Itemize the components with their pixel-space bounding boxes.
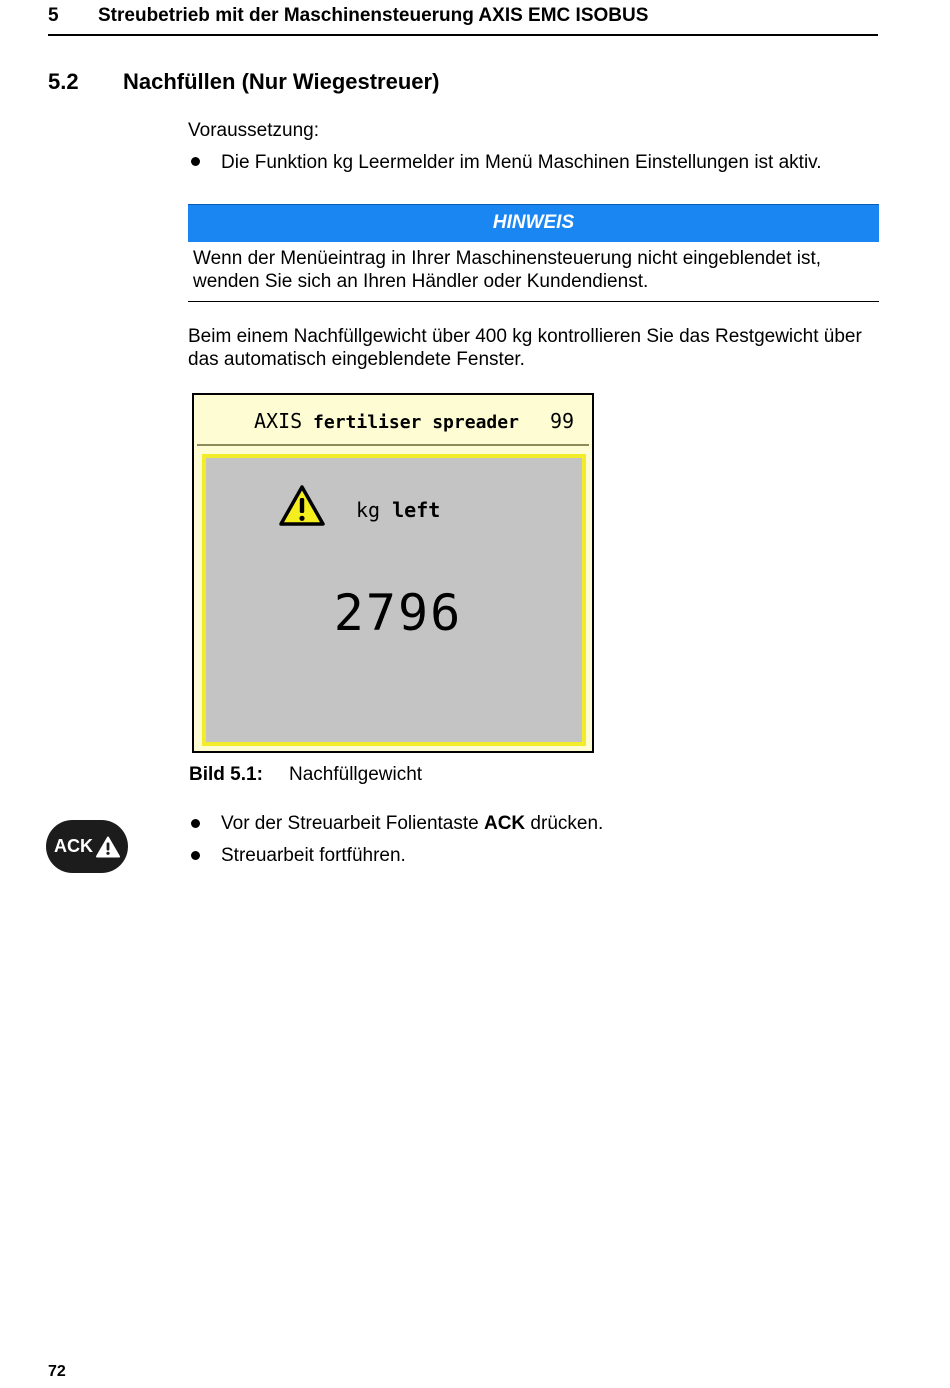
step-1-suffix: drücken.	[525, 813, 604, 834]
screen-brand: AXIS	[254, 409, 303, 433]
page-number: 72	[48, 1363, 66, 1380]
screen-model: fertiliser spreader	[313, 412, 519, 433]
kg-left-label	[356, 498, 440, 522]
header-rule	[48, 34, 878, 36]
prerequisite-label: Voraussetzung:	[188, 120, 319, 141]
screen-number: 99	[550, 409, 575, 433]
body-line-2: das automatisch eingeblendete Fenster.	[188, 349, 525, 370]
prerequisite-item: Die Funktion kg Leermelder im Menü Maschinen Einstellungen ist aktiv.	[221, 152, 822, 173]
screen-header-rule	[197, 444, 589, 446]
note-line-1: Wenn der Menüeintrag in Ihrer Maschinensteuerung nicht eingeblendet ist,	[193, 248, 822, 269]
body-line-1: Beim einem Nachfüllgewicht über 400 kg kontrollieren Sie das Restgewicht über	[188, 326, 862, 347]
kg-label: kg	[356, 498, 381, 522]
left-label: left	[392, 498, 441, 522]
screen-alarm-panel	[202, 454, 586, 746]
bullet	[191, 819, 200, 828]
step-1	[221, 812, 603, 835]
warning-triangle-icon	[96, 836, 120, 858]
bullet	[191, 157, 200, 166]
note-title: HINWEIS	[492, 212, 575, 233]
step-2: Streuarbeit fortführen.	[221, 845, 406, 866]
step-1-key: ACK	[483, 813, 526, 834]
chapter-number: 5	[48, 5, 59, 26]
screen-header	[254, 409, 519, 433]
terminal-screen	[192, 393, 594, 753]
step-1-prefix: Vor der Streuarbeit Folientaste	[221, 813, 484, 834]
figure-label: Bild 5.1:	[189, 764, 263, 785]
note-rule	[188, 301, 879, 302]
section-number: 5.2	[48, 69, 79, 94]
figure-caption: Nachfüllgewicht	[289, 764, 423, 785]
section-title: Nachfüllen (Nur Wiegestreuer)	[123, 69, 440, 94]
remaining-weight-value: 2796	[333, 584, 463, 642]
chapter-title: Streubetrieb mit der Maschinensteuerung AXIS EMC ISOBUS	[98, 5, 649, 26]
note-title-bar	[188, 204, 879, 242]
bullet	[191, 851, 200, 860]
ack-button[interactable]	[46, 820, 128, 873]
note-line-2: wenden Sie sich an Ihren Händler oder Kundendienst.	[193, 271, 649, 292]
warning-triangle-icon	[278, 484, 326, 528]
ack-button-label: ACK	[54, 836, 93, 856]
